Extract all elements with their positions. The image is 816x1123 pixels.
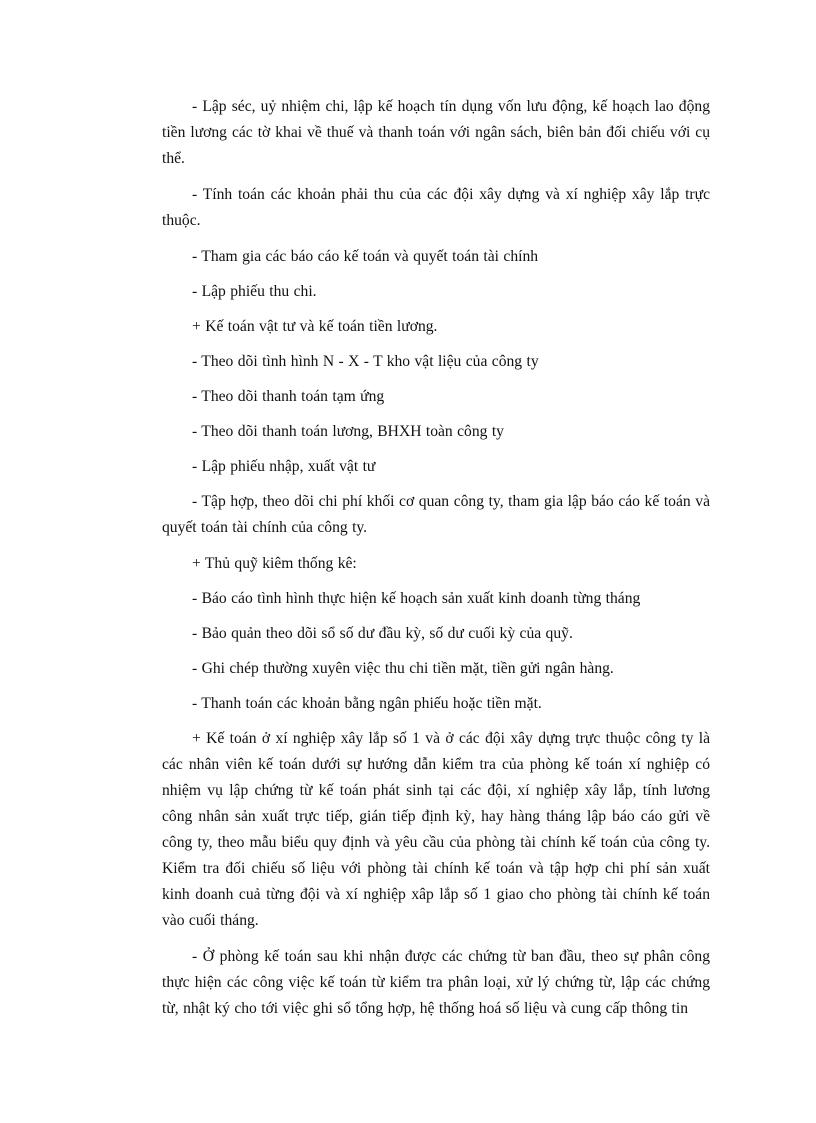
paragraph-tham-gia-bao-cao: - Tham gia các báo cáo kế toán và quyết toán tài chính	[192, 248, 539, 265]
paragraph-lap-phieu-thu-chi: - Lập phiếu thu chi.	[192, 283, 317, 300]
paragraph-ghi-chep-thu-chi: - Ghi chép thường xuyên việc thu chi tiền mặt, tiền gửi ngân hàng.	[192, 660, 614, 677]
paragraph-ke-toan-vat-tu-heading: + Kế toán vật tư và kế toán tiền lương.	[192, 318, 438, 335]
paragraph-bao-cao-tinh-hinh: - Báo cáo tình hình thực hiện kế hoạch sản xuất kinh doanh từng tháng	[192, 590, 641, 607]
paragraph-tap-hop-chi-phi: - Tập hợp, theo dõi chi phí khối cơ quan công ty, tham gia lập báo cáo kế toán và quyết toán tài chính của công ty.	[162, 493, 710, 536]
paragraph-theo-doi-nxt: - Theo dõi tình hình N - X - T kho vật liệu của công ty	[192, 353, 539, 370]
paragraph-bao-quan-so-du: - Bảo quản theo dõi sổ số dư đầu kỳ, số dư cuối kỳ của quỹ.	[192, 625, 573, 642]
paragraph-lap-phieu-nhap-xuat: - Lập phiếu nhập, xuất vật tư	[192, 458, 376, 475]
paragraph-lap-sec: - Lập séc, uỷ nhiệm chi, lập kế hoạch tín dụng vốn lưu động, kế hoạch lao động tiền lương các tờ khai về thuế và thanh toán với ngân sách, biên bản đối chiếu với cụ thể.	[162, 98, 710, 167]
paragraph-phong-ke-toan: - Ở phòng kế toán sau khi nhận được các chứng từ ban đầu, theo sự phân công thực hiện các công việc kế toán từ kiểm tra phân loại, xử lý chứng từ, lập các chứng từ, nhật ký cho tới việc ghi sổ tổng hợp, hệ thống hoá số liệu và cung cấp thông tin	[162, 948, 710, 1017]
paragraph-theo-doi-luong: - Theo dõi thanh toán lương, BHXH toàn công ty	[192, 423, 504, 440]
paragraph-tinh-toan-phai-thu: - Tính toán các khoản phải thu của các đội xây dựng và xí nghiệp xây lắp trực thuộc.	[162, 186, 710, 229]
paragraph-ke-toan-xi-nghiep: + Kế toán ở xí nghiệp xây lắp số 1 và ở các đội xây dựng trực thuộc công ty là các nhân viên kế toán dưới sự hướng dẫn kiểm tra của phòng kế toán xí nghiệp có nhiệm vụ lập chứng từ kế toán phát sinh tại các đội, xí nghiệp xây lắp, tính lương công nhân sản xuất trực tiếp, gián tiếp định kỳ, hay hàng tháng lập báo cáo gửi về công ty, theo mẫu biểu quy định và yêu cầu của phòng tài chính kế toán của công ty. Kiểm tra đối chiếu số liệu với phòng tài chính kế toán và tập hợp chi phí sản xuất kinh doanh cuả từng đội và xí nghiệp xâp lắp số 1 giao cho phòng tài chính kế toán vào cuối tháng.	[162, 730, 710, 929]
paragraph-thu-quy-heading: + Thủ quỹ kiêm thống kê:	[192, 555, 357, 572]
document-page	[162, 94, 710, 1032]
paragraph-thanh-toan-ngan-phieu: - Thanh toán các khoản bằng ngân phiếu hoặc tiền mặt.	[192, 695, 542, 712]
paragraph-theo-doi-tam-ung: - Theo dõi thanh toán tạm ứng	[192, 388, 385, 405]
